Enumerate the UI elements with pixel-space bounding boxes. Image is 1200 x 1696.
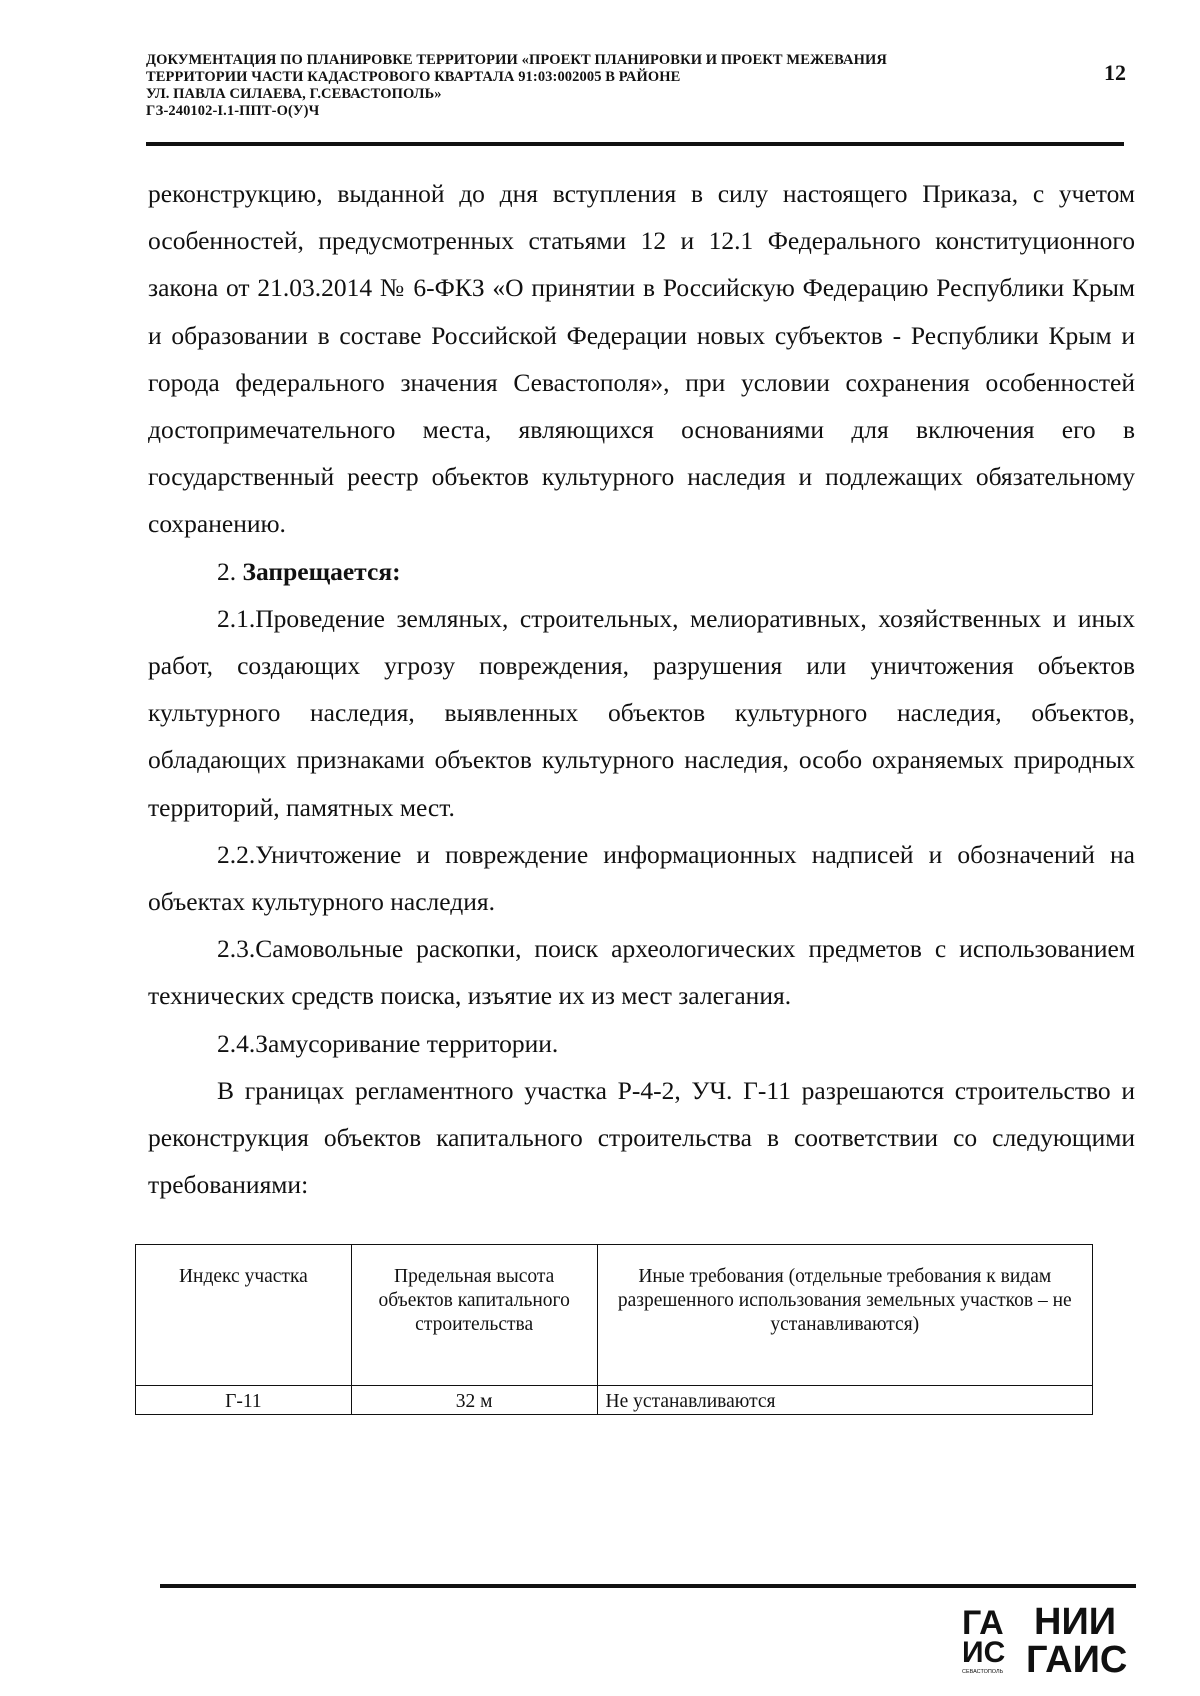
paragraph-requirements-intro: В границах регламентного участка Р-4-2, УЧ. Г-11 разрешаются строительство и реконструкция объектов капитального строительства в соответствии со следующими требованиями: [148,1075,1135,1200]
section-2-heading [148,548,1135,595]
cell-other-requirements: Не устанавливаются [597,1386,1092,1415]
header-divider [146,142,1124,146]
logo-mark-bottom: ИС [962,1636,1006,1669]
header-index: Индекс участка [136,1245,352,1386]
header-line-3: УЛ. ПАВЛА СИЛАЕВА, Г.СЕВАСТОПОЛЬ» [146,86,442,102]
document-body [148,170,1135,1208]
header-max-height: Предельная высота объектов капитального строительства [351,1245,597,1386]
logo-text-top: НИИ [1034,1601,1117,1643]
requirements-table [135,1244,1093,1415]
item-2-2: 2.2.Уничтожение и повреждение информационных надписей и обозначений на объектах культурного наследия. [148,839,1135,917]
item-2-4: 2.4.Замусоривание территории. [217,1028,559,1058]
page-number: 12 [1104,60,1126,85]
table-header-row [136,1245,1093,1386]
cell-max-height: 32 м [351,1386,597,1415]
paragraph-continuation: реконструкцию, выданной до дня вступления в силу настоящего Приказа, с учетом особенностей, предусмотренных статьями 12 и 12.1 Федерального конституционного закона от 21.03.2014 № 6-ФКЗ «О принятии в Российскую Федерацию Республики Крым и образовании в составе Российской Федерации новых субъектов - Республики Крым и города федерального значения Севастополя», при условии сохранения особенностей достопримечательного места, являющихся основаниями для включения его в государственный реестр объектов культурного наследия и подлежащих обязательному сохранению. [148,179,1135,539]
item-2-1: 2.1.Проведение земляных, строительных, мелиоративных, хозяйственных и иных работ, создающих угрозу повреждения, разрушения или уничтожения объектов культурного наследия, выявленных объектов культурного наследия, объектов, обладающих признаками объектов культурного наследия, особо охраняемых природных территорий, памятных мест. [148,603,1135,822]
section-2-title: Запрещается: [242,556,401,586]
logo-text-bottom: ГАИС [1026,1639,1128,1676]
header-other-requirements: Иные требования (отдельные требования к видам разрешенного использования земельных участков – не устанавливаются) [597,1245,1092,1386]
header-line-2: ТЕРРИТОРИИ ЧАСТИ КАДАСТРОВОГО КВАРТАЛА 91:03:002005 В РАЙОНЕ [146,69,681,85]
section-2-number: 2. [217,556,237,586]
header-line-1: ДОКУМЕНТАЦИЯ ПО ПЛАНИРОВКЕ ТЕРРИТОРИИ «ПРОЕКТ ПЛАНИРОВКИ И ПРОЕКТ МЕЖЕВАНИЯ [146,52,887,68]
header-document-code: ГЗ-240102-I.1-ППТ-О(У)Ч [146,103,320,119]
item-2-3: 2.3.Самовольные раскопки, поиск археологических предметов с использованием технических средств поиска, изъятие их из мест залегания. [148,934,1135,1011]
document-header [146,52,1046,120]
nii-gais-logo [962,1600,1146,1676]
footer-divider [160,1584,1136,1588]
table-row [136,1386,1093,1415]
logo-mark-top: ГА [962,1604,1004,1642]
logo-caption: СЕВАСТОПОЛЬ [962,1669,1004,1675]
cell-index: Г-11 [136,1386,352,1415]
